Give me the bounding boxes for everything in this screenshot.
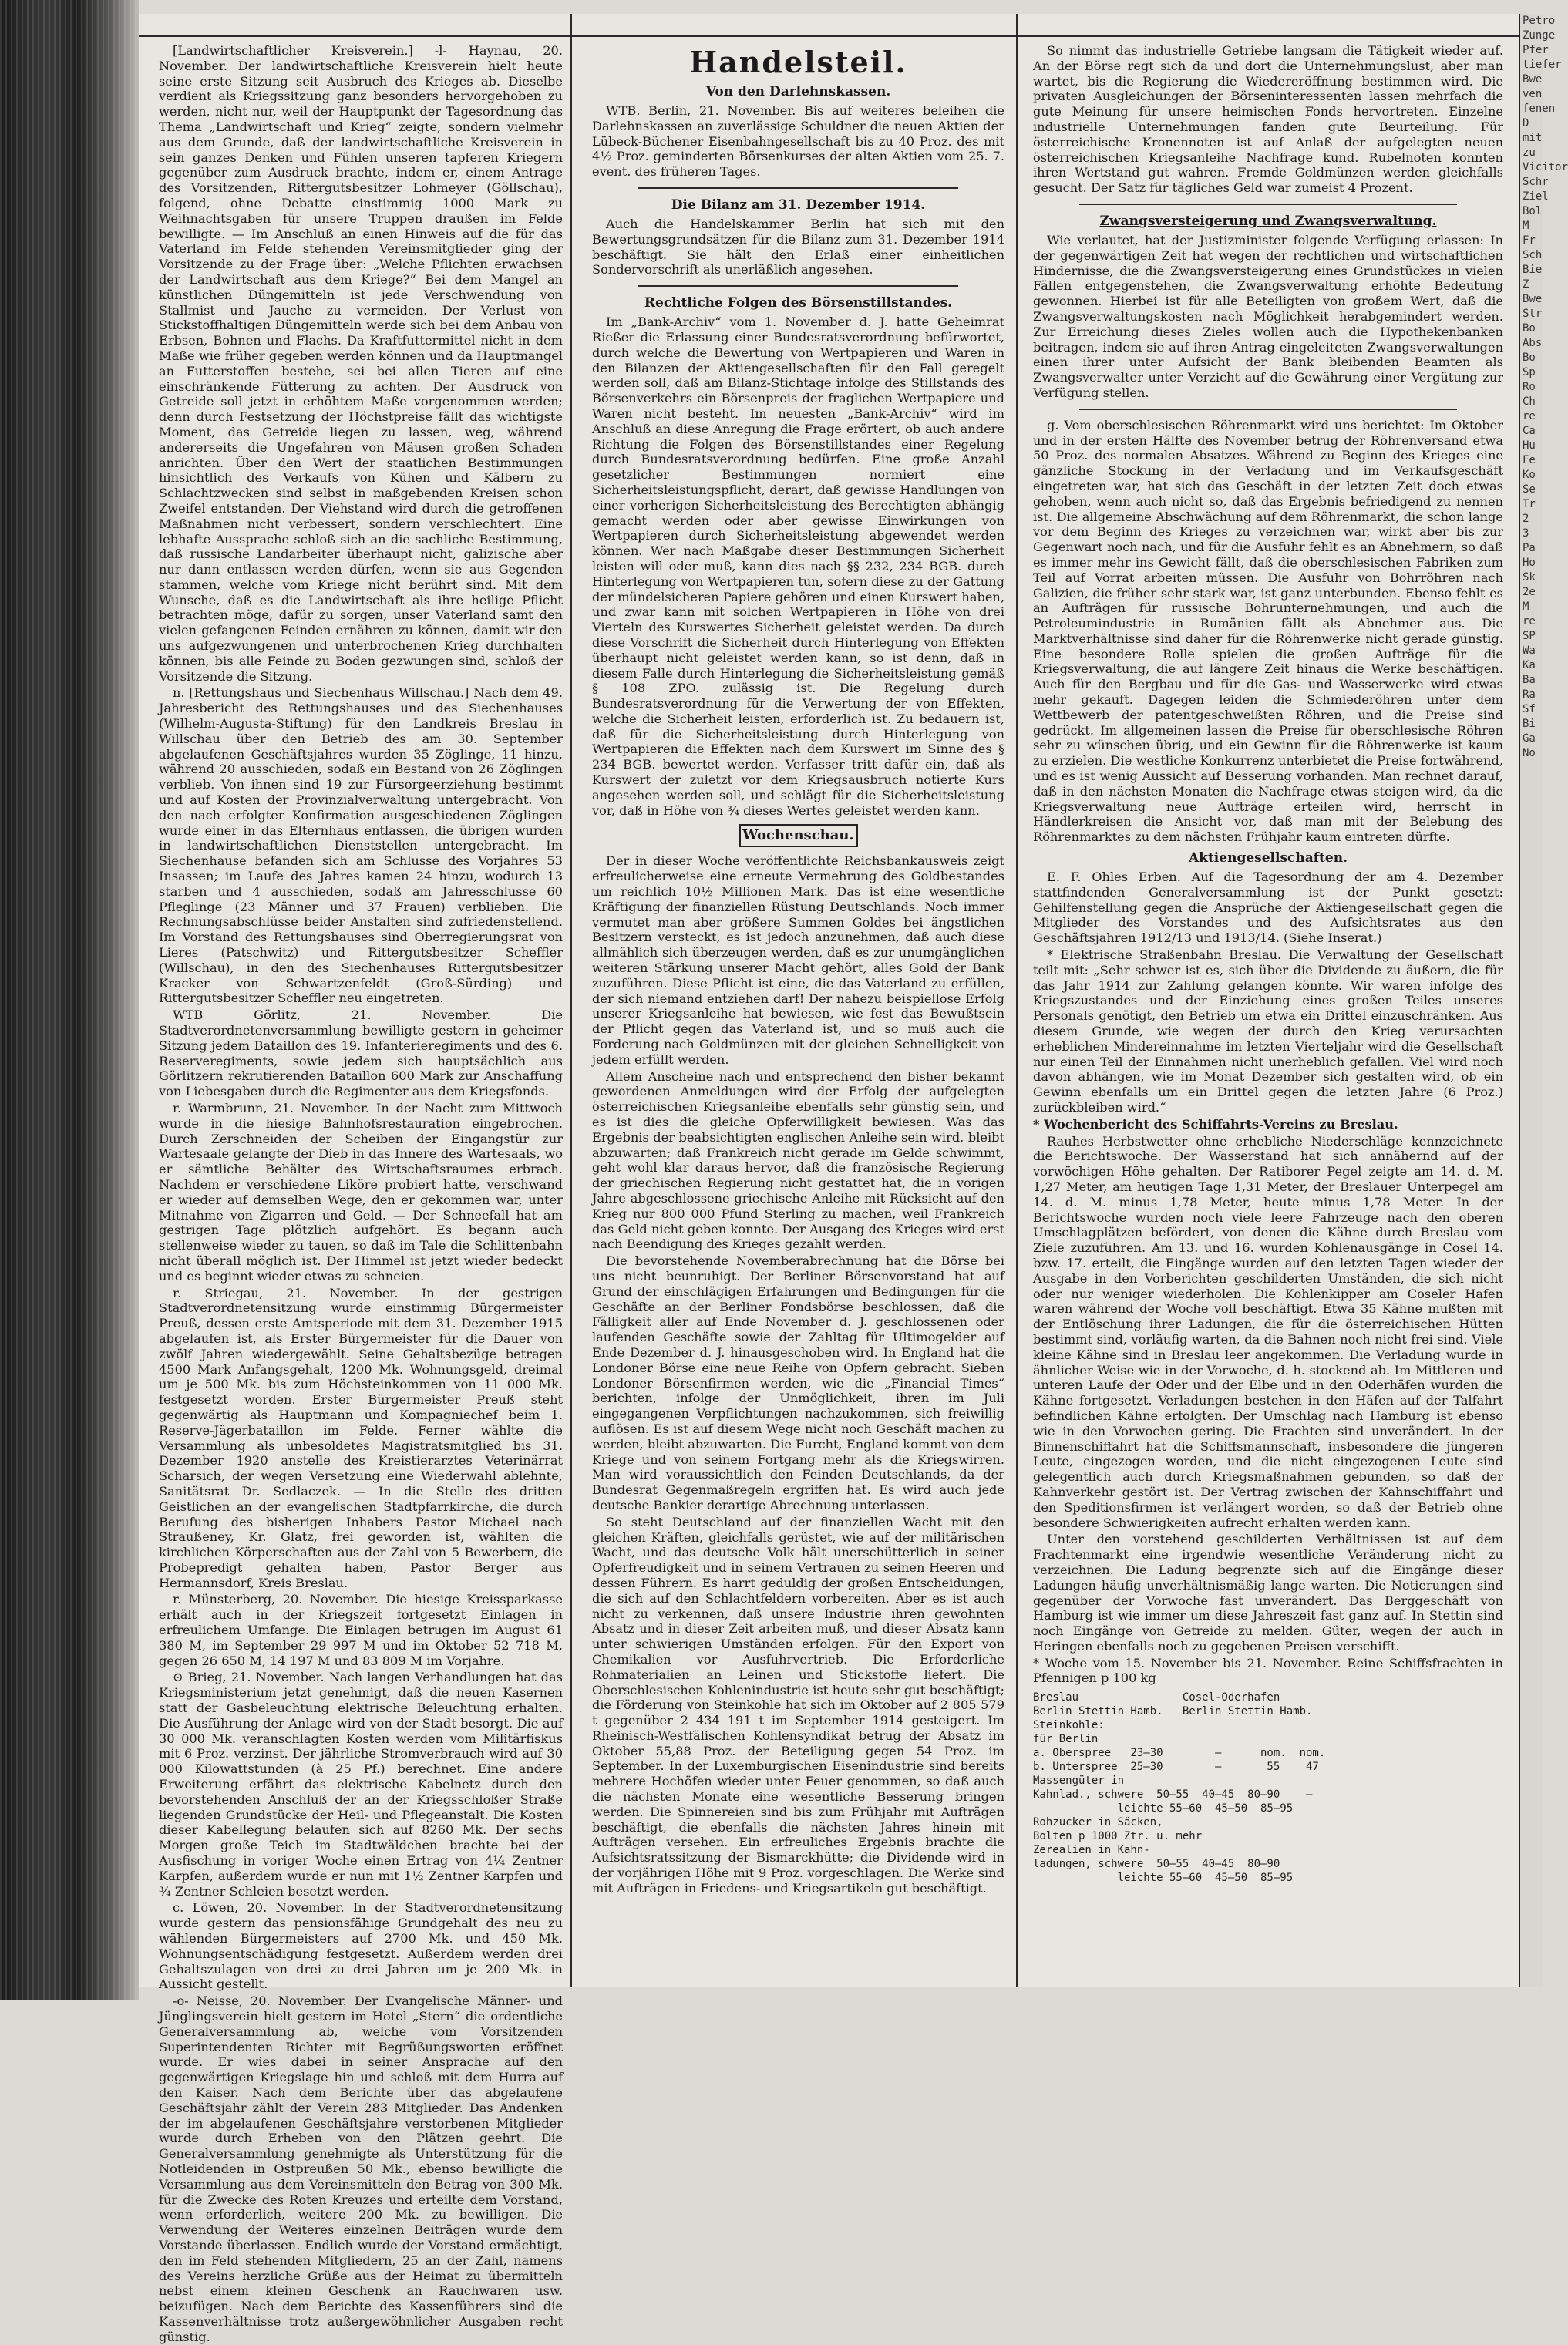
article-paragraph: E. F. Ohles Erben. Auf die Tagesordnung der am 4. Dezember stattfindenden Generalversammlung ist der Punkt gesetzt: Gehilfenstellung gegen die Ansprüche der Aktiengesellschaft gegen die Mitglieder des Vorstandes und des Aufsichtsrates aus den Geschäftsjahren 1912/13 und 1913/14. (Siehe Inserat.) — [1033, 870, 1503, 946]
page-edge-fragment: Ra — [1523, 688, 1536, 701]
page-edge-fragment: tiefer — [1523, 59, 1562, 71]
page-edge-fragment: Ro — [1523, 381, 1536, 393]
page-edge-fragment: SP — [1523, 630, 1536, 642]
table-row: ladungen, schwere 50—55 40—45 80—90 — [1033, 1858, 1280, 1871]
page-edge-fragment: Pfer — [1523, 44, 1549, 56]
separator — [1079, 204, 1457, 205]
article-heading: Zwangsversteigerung und Zwangsverwaltung. — [1099, 213, 1437, 229]
article-paragraph: c. Löwen, 20. November. In der Stadtverordnetensitzung wurde gestern das pensionsfähige Grundgehalt des neu zu wählenden Bürgermeisters auf 2700 Mk. und 450 Mk. Wohnungsentschädigung festgesetzt. Außerdem werden drei Gehaltszulagen von drei zu drei Jahren um je 200 Mk. in Aussicht gestellt. — [159, 1900, 563, 1992]
page-edge-fragment: Str — [1523, 308, 1543, 320]
table-header: Breslau Cosel-Oderhafen — [1033, 1691, 1280, 1704]
table-row: b. Unterspree 25—30 — 55 47 — [1033, 1761, 1319, 1774]
page-edge-fragment: 3 — [1523, 527, 1529, 540]
page-edge-fragment: Bwe — [1523, 73, 1543, 86]
article-paragraph: * Elektrische Straßenbahn Breslau. Die Verwaltung der Gesellschaft teilt mit: „Sehr schwer ist es, sich über die Dividende zu äußern, die für das Jahr 1914 zur Zahlung gelangen könnte. Wir waren infolge des Kriegszustandes und der Einziehung eines großen Teiles unseres Personals genötigt, den Betrieb um etwa ein Drittel einzuschränken. Aus diesem Grunde, wie wegen der durch den Krieg verursachten erheblichen Mindereinnahme im letzten Vierteljahr wird die Gesellschaft nur einen Teil der Einnahmen nicht unerheblich gefallen. Viel wird noch davon abhängen, wie im Monat Dezember sich gestalten wird, ob ein Gewinn ebenfalls um ein Drittel gegen die letzten Jahre (6 Proz.) zurückbleiben wird.“ — [1033, 947, 1503, 1115]
adjacent-page-edge — [1519, 14, 1568, 1987]
page-edge-fragment: Ko — [1523, 469, 1536, 481]
table-row: Rohzucker in Säcken, — [1033, 1816, 1163, 1829]
page-edge-fragment: Sp — [1523, 366, 1536, 378]
page-edge-fragment: re — [1523, 410, 1536, 422]
article-heading: Von den Darlehnskassen. — [705, 84, 891, 99]
page-edge-fragment: Wa — [1523, 644, 1536, 657]
page-edge-fragment: re — [1523, 615, 1536, 627]
page-edge-fragment: Ch — [1523, 395, 1536, 408]
article-paragraph: r. Striegau, 21. November. In der gestrigen Stadtverordnetensitzung wurde einstimmig Bürgermeister Preuß, dessen erste Amtsperiode mit dem 31. Dezember 1915 abgelaufen ist, als Erster Bürgermeister für die Dauer von zwölf Jahren wiedergewählt. Seine Gehaltsbezüge betragen 4500 Mark Anfangsgehalt, 1200 Mk. Wohnungsgeld, dreimal um je 500 Mk. bis zum Höchsteinkommen von 11 000 Mk. festgesetzt worden. Erster Bürgermeister Preuß steht gegenwärtig als Hauptmann und Kompagniechef beim 1. Reserve-Jägerbataillon im Felde. Ferner wählte die Versammlung als unbesoldetes Magistratsmitglied bis 31. Dezember 1920 anstelle des Kreistierarztes Veterinärrat Scharsich, der wegen Versetzung eine Wiederwahl ablehnte, Sanitätsrat Dr. Sedlaczek. — In die Stelle des dritten Geistlichen an der evangelischen Stadtpfarrkirche, die durch Berufung des bisherigen Inhabers Pastor Michael nach Straußeney, Kr. Glatz, frei geworden ist, wählten die kirchlichen Körperschaften aus der Zahl von 5 Bewerbern, die Probepredigt gehalten haben, Pastor Berger aus Hermannsdorf, Kreis Breslau. — [159, 1285, 563, 1590]
page-edge-fragment: Tr — [1523, 498, 1536, 510]
article-paragraph: Rauhes Herbstwetter ohne erhebliche Niederschläge kennzeichnete die Berichtswoche. Der Wasserstand hat sich annähernd auf der vorwöchigen Höhe gehalten. Der Ratiborer Pegel zeigte am 14. d. M. 1,27 Meter, am heutigen Tage 1,31 Meter, der Breslauer Unterpegel am 14. d. M. minus 1,78 Meter, heute minus 1,78 Meter. In der Berichtswoche wurden noch viele leere Fahrzeuge nach den oberen Umschlagplätzen befördert, von denen die Kähne durch Breslau vom Ziele zuzuführen. Am 13. und 16. wurden Kohlenausgänge in Cosel 14. bzw. 17. erteilt, die Eingänge wurden auf den letzten Tagen wieder der Ausgabe in den Vorberichten geschilderten Umständen, die sich nicht oder nur weniger wiederholen. Die Kohlenkipper am Coseler Hafen waren während der Woche voll beschäftigt. Etwa 35 Kähne mußten mit der Entlöschung ihrer Ladungen, die für die österreichischen Hütten bestimmt sind, vorläufig warten, da die Bahnen noch nicht frei sind. Viele kleine Kähne sind in Breslau leer angekommen. Die Verladung wurde in ähnlicher Weise wie in der Vorwoche, d. h. stockend ab. Im Mittleren und unteren Laufe der Oder und der Elbe und in den Oderhäfen wurden die Kähne fortgesetzt. Verladungen bestehen in den Häfen auf der Talfahrt befindlichen Kähne erfolgten. Der Umschlag nach Hamburg ist ebenso wie in den Vorwochen gering. Die Frachten sind unverändert. In der Binnenschiffahrt hat die Schiffsmannschaft, insbesondere die jüngeren Leute, eingezogen worden, und die nicht eingezogenen Leute sind gelegentlich auch durch Kriegsmaßnahmen gebunden, so daß der Kahnverkehr gestört ist. Der Vertrag zwischen der Kahnschiffahrt und den Speditionsfirmen ist verlängert worden, so daß der Betrieb ohne besondere Schwierigkeiten aufrecht erhalten werden kann. — [1033, 1133, 1503, 1530]
page-edge-fragment: Bie — [1523, 264, 1543, 276]
page-edge-fragment: Schr — [1523, 176, 1549, 188]
separator — [638, 187, 958, 189]
article-heading: Die Bilanz am 31. Dezember 1914. — [671, 197, 926, 213]
article-paragraph: So nimmt das industrielle Getriebe langsam die Tätigkeit wieder auf. An der Börse regt sich da und dort die Unternehmungslust, aber man wartet, bis die Regierung die Wiedereröffnung bestimmen wird. Die privaten Ausgleichungen der Börseninteressenten lassen mehrfach die gute Meinung für unsere heimischen Fonds hervortreten. Einzelne industrielle Unternehmungen fanden gute Beurteilung. Für österreichische Kronennoten ist auf Anlaß der aufgelegten neuen österreichischen Kriegsanleihe Nachfrage kund. Rubelnoten konnten ihren Wertstand gut wahren. Fremde Goldmünzen werden gleichfalls gesucht. Der Satz für tägliches Geld war zumeist 4 Prozent. — [1033, 43, 1503, 196]
page-edge-fragment: Vicitor — [1523, 161, 1568, 173]
table-row: leichte 55—60 45—50 85—95 — [1033, 1802, 1294, 1815]
article-paragraph: WTB. Berlin, 21. November. Bis auf weiteres beleihen die Darlehnskassen an zuverlässige Schuldner die neuen Aktien der Lübeck-Büchener Eisenbahngesellschaft bis zu 40 Proz. des mit 4½ Proz. geminderten Börsenkurses der alten Aktien vom 25. 7. event. des früheren Tages. — [592, 103, 1004, 180]
separator — [638, 285, 958, 287]
article-paragraph: So steht Deutschland auf der finanziellen Wacht mit den gleichen Kräften, gleichfalls gerüstet, wie auf der militärischen Wacht, und das deutsche Volk hält unerschütterlich in seiner Opferfreudigkeit und in seinem Vertrauen zu seinen Heeren und dessen Führern. Es harrt geduldig der großen Entscheidungen, die sich auf den Schlachtfeldern vorbereiten. Aber es ist auch nicht zu verkennen, daß unsere Industrie ihren gewohnten Absatz und in dieser Zeit arbeiten muß, und dieser Absatz kann unter schwierigen Umständen erfolgen. Für den Export von Chemikalien vor Ausfuhrvertrieb. Die Erforderliche Rohmaterialien an Leinen und Stickstoffe liefert. Die Oberschlesischen Kohlenindustrie ist heute sehr gut beschäftigt; die Förderung von Steinkohle hat sich im Oktober auf 2 805 579 t gegenüber 2 434 191 t im September 1914 gesteigert. Im Rheinisch-Westfälischen Kohlensyndikat betrug der Absatz im Oktober 55,88 Proz. der Beteiligung gegen 54 Proz. im September. In der Luxemburgischen Eisenindustrie sind bereits mehrere Hochöfen wieder unter Feuer genommen, so daß auch die nächsten Monate eine wesentliche Besserung bringen werden. Die Spinnereien sind bis zum Frühjahr mit Aufträgen beschäftigt, die ebenfalls die nächsten Jahres hinein mit Aufträgen versehen. Ein erfreuliches Ergebnis brachte die Aufsichtsratssitzung der Bismarckhütte; die Dividende wird in der vorjährigen Höhe mit 9 Proz. vorgeschlagen. Die Werke sind mit Aufträgen in Friedens- und Kriegsartikeln gut beschäftigt. — [592, 1514, 1004, 1896]
article-paragraph: -o- Neisse, 20. November. Der Evangelische Männer- und Jünglingsverein hielt gestern im Hotel „Stern“ die ordentliche Generalversammlung ab, welche vom Vorsitzenden Superintendenten Richter mit Begrüßungsworten eröffnet wurde. Er wies dabei in seiner Ansprache auf den gegenwärtigen Kriegslage hin und schloß mit dem Hurra auf den Kaiser. Nach dem Berichte über das abgelaufene Geschäftsjahr zählt der Verein 283 Mitglieder. Das Andenken der im abgelaufenen Geschäftsjahre verstorbenen Mitglieder wurde durch Erheben von den Plätzen geehrt. Die Generalversammlung genehmigte als Unterstützung für die Notleidenden in Ostpreußen 50 Mk., ebenso bewilligte die Versammlung aus dem Vereinsmitteln den Betrag von 300 Mk. für die Zwecke des Roten Kreuzes und erteilte dem Vorstand, wenn erforderlich, weitere 200 Mk. zu bewilligen. Die Verwendung der Weiteres einzelnen Beiträgen wurde dem Vorstande überlassen. Endlich wurde der Vorstand ermächtigt, den im Feld stehenden Mitgliedern, 25 an der Zahl, namens des Vereins herzliche Grüße aus der Heimat zu übermitteln nebst einem kleinen Geschenk an Rauchwaren usw. beizufügen. Nach dem Berichte des Kassenführers sind die Kassenverhältnisse trotz außergewöhnlicher Ausgaben recht günstig. — [159, 1993, 563, 2344]
page-edge-fragment: Bo — [1523, 352, 1536, 364]
page-edge-fragment: ven — [1523, 88, 1543, 100]
page-edge-fragment: Sk — [1523, 571, 1536, 584]
article-paragraph: r. Warmbrunn, 21. November. In der Nacht zum Mittwoch wurde in die hiesige Bahnhofsrestauration eingebrochen. Durch Zerschneiden der Scheiben der Eingangstür zur Wartesaale gelangte der Dieb in das Innere des Wartesaals, wo er sämtliche Behälter des Wirtschaftsraumes erbrach. Nachdem er verschiedene Liköre probiert hatte, verschwand er wieder auf demselben Wege, den er gekommen war, unter Mitnahme von Zigarren und Geld. — Der Schneefall hat am gestrigen Tage plötzlich aufgehört. Es begann auch stellenweise wieder zu tauen, so daß im Tale die Schlittenbahn nicht überall möglich ist. Der Himmel ist jetzt wieder bedeckt und es beginnt wieder etwas zu schneien. — [159, 1100, 563, 1284]
article-paragraph: Allem Anscheine nach und entsprechend den bisher bekannt gewordenen Anmeldungen wird der Erfolg der aufgelegten österreichischen Kriegsanleihe ebenfalls sehr günstig sein, und es ist dies die gleiche Opferwilligkeit bewiesen. Was das Ergebnis der beabsichtigten englischen Anleihe sein wird, bleibt abzuwarten; daß Frankreich nicht gerade im Gelde schwimmt, geht wohl klar daraus hervor, daß die französische Regierung der griechischen Regierung nicht gestattet hat, die in vorigen Jahre abgeschlossene griechische Anleihe mit Rücksicht auf den Krieg nur 800 000 Pfund Sterling zu machen, weil Frankreich das Geld nicht geben konnte. Der Ausgang des Krieges wird erst nach Beendigung des Krieges gezahlt werden. — [592, 1068, 1004, 1252]
section-title: Handelsteil. — [689, 45, 907, 79]
page-edge-fragment: mit — [1523, 132, 1543, 144]
column-local-news — [159, 43, 563, 2344]
page-edge-fragment: Ca — [1523, 425, 1536, 437]
table-row: Steinkohle: — [1033, 1719, 1105, 1732]
column-commerce — [592, 43, 1004, 1940]
column-rule-right — [1016, 14, 1018, 1987]
table-row: a. Oberspree 23—30 — nom. nom. — [1033, 1747, 1326, 1760]
page-edge-fragment: Sch — [1523, 249, 1543, 261]
page-edge-fragment: Bwe — [1523, 293, 1543, 305]
page-edge-fragment: Ho — [1523, 557, 1536, 569]
page-edge-fragment: Hu — [1523, 439, 1536, 452]
page-edge-fragment: 2 — [1523, 513, 1529, 525]
article-paragraph: WTB Görlitz, 21. November. Die Stadtverordnetenversammlung bewilligte gestern in geheimer Sitzung jedem Bataillon des 19. Infanterieregiments und des 6. Reserveregiments, sowie jedem sich hauptsächlich aus Görlitzern rekrutierenden Bataillon 600 Mark zur Anschaffung von Liebesgaben durch die Regimenter aus dem Kriegsfonds. — [159, 1008, 563, 1099]
table-row: Kahnlad., schwere 50—55 40—45 80—90 — — [1033, 1788, 1313, 1802]
column-markets — [1033, 43, 1503, 1940]
article-paragraph: [Landwirtschaftlicher Kreisverein.] -l- Haynau, 20. November. Der landwirtschaftliche Kreisverein hielt heute seine erste Sitzung seit Ausbruch des Krieges ab. Dieselbe verdient als Kriegssitzung ganz besonders hervorgehoben zu werden, nicht nur, weil der Hauptpunkt der Tagesordnung das Thema „Landwirtschaft und Krieg“ zeigte, sondern vielmehr aus dem Grunde, daß der landwirtschaftliche Kreisverein in sein ganzes Denken und Fühlen unseren tapferen Kriegern gegenüber zum Ausdruck brachte, indem er, einem Antrage des Vorsitzenden, Rittergutsbesitzer Lohmeyer (Göllschau), folgend, ohne Debatte einstimmig 1000 Mark zu Weihnachtsgaben für unsere Truppen draußen im Felde bewilligte. — Im Anschluß an einen Hinweis auf die für das Vaterland im Felde stehenden Vereinsmitglieder ging der Vorsitzende zu der Frage über: „Welche Pflichten erwachsen der Landwirtschaft aus dem Kriege?“ Bei dem Mangel an künstlichen Düngemitteln ist jede Verschwendung von Stallmist und Jauche zu vermeiden. Der Verlust von Stickstoffhaltigen Düngemitteln werde sich bei dem Anbau von Erbsen, Bohnen und Flachs. Da Kraftfuttermittel nicht in dem Maße wie früher gegeben werden können und da Hauptmangel an Futterstoffen bestehe, sei bei allen Tieren auf eine einschränkende Fütterung zu achten. Der Ausdruck von Getreide soll jetzt in erhöhtem Maße vorgenommen werden; denn durch Festsetzung der Höchstpreise fällt das wichtigste Moment, das Getreide liegen zu lassen, weg, während andererseits die Ungefahren von Mäusen großen Schaden anrichten. Über den Wert der staatlichen Bestimmungen hinsichtlich des Verkaufs von Kühen und Kälbern zu Schlachtzwecken sind selbst in maßgebenden Kreisen schon Zweifel entstanden. Der Viehstand wird durch die getroffenen Maßnahmen nicht verbessert, sondern verschlechtert. Eine lebhafte Aussprache schloß sich an die sachliche Bestimmung, daß russische Landarbeiter überhaupt nicht, galizische aber nur dann entlassen werden dürfen, wenn sie aus Gegenden stammen, welche vom Kriege nicht berührt sind. Mit dem Wunsche, daß es die Landwirtschaft als ihre heilige Pflicht betrachten möge, dafür zu sorgen, unser Vaterland samt den vielen gefangenen Feinden ernähren zu können, damit wir den uns aufgezwungenen und unterbrochenen Krieg durchhalten können, bis alle Feinde zu Boden gezwungen sind, schloß der Vorsitzende die Sitzung. — [159, 43, 563, 684]
freight-rates-table — [1033, 1691, 1503, 1885]
table-row: Zerealien in Kahn- — [1033, 1844, 1150, 1857]
article-paragraph: r. Münsterberg, 20. November. Die hiesige Kreissparkasse erhält auch in der Kriegszeit fortgesetzt Einlagen in erfreulichem Umfange. Die Einlagen betrugen im August 61 380 M, im September 29 997 M und im Oktober 52 718 M, gegen 26 650 M, 14 197 M und 83 809 M im Vorjahre. — [159, 1592, 563, 1668]
page-edge-fragment: Fr — [1523, 234, 1536, 247]
separator — [1079, 409, 1457, 410]
page-edge-fragment: Ga — [1523, 732, 1536, 745]
article-paragraph: ⊙ Brieg, 21. November. Nach langen Verhandlungen hat das Kriegsministerium jetzt genehmigt, daß die neuen Kasernen statt der Gasbeleuchtung elektrische Beleuchtung erhalten. Die Ausführung der Anlage wird von der Stadt besorgt. Die auf 30 000 Mk. veranschlagten Kosten werden vom Militärfiskus mit 6 Proz. verzinst. Der jährliche Stromverbrauch wird auf 30 000 Kilowattstunden (à 25 Pf.) berechnet. Eine andere Erweiterung erfährt das elektrische Kabelnetz durch den bevorstehenden Anschluß der an der Kriegsschloßer Straße liegenden Grundstücke der Heil- und Pflegeanstalt. Die Kosten dieser Kabellegung belaufen sich auf 8260 Mk. Der sechs Morgen große Teich im Stadtwäldchen brachte bei der Ausfischung in voriger Woche einen Ertrag von 4¼ Zentner Karpfen, außerdem wurde er nun mit 1½ Zentner Karpfen und ¾ Zentner Schleien besetzt werden. — [159, 1670, 563, 1899]
page-edge-fragment: Fe — [1523, 454, 1536, 466]
column-rule-left — [570, 14, 572, 1987]
article-paragraph: Unter den vorstehend geschilderten Verhältnissen ist auf dem Frachtenmarkt eine irgendwie wesentliche Veränderung nicht zu verzeichnen. Die Ladung begrenzte sich auf die Eingänge dieser Ladungen häufig unverhältnismäßig lange warten. Die Notierungen sind gegenüber der Vorwoche fast unverändert. Das Berggeschäft von Hamburg ist wie immer um diese Jahreszeit fast ganz auf. In Stettin sind noch Eingänge von Getreide zu melden. Güter, wegen der auch in Heringen ebenfalls noch zu gegebenen Preisen verschifft. — [1033, 1532, 1503, 1654]
article-heading-inline: * Wochenbericht des Schiffahrts-Vereins zu Breslau. — [1033, 1116, 1398, 1132]
article-heading: Aktiengesellschaften. — [1188, 850, 1348, 866]
page-edge-fragment: Bi — [1523, 718, 1536, 730]
article-paragraph: Der in dieser Woche veröffentlichte Reichsbankausweis zeigt erfreulicherweise eine erneute Vermehrung des Goldbestandes um reichlich 10½ Millionen Mark. Das ist eine wesentliche Kräftigung der finanziellen Rüstung Deutschlands. Noch immer vermutet man aber größere Summen Goldes bei ängstlichen Besitzern versteckt, es ist jedoch anzunehmen, daß auch diese allmählich sich überzeugen werden, daß es zur unumgänglichen weiteren Stärkung unserer Macht gehört, alles Gold der Bank zuzuführen. Diese Pflicht ist eine, die das Vaterland zu erfüllen, der sich niemand entziehen darf! Der nahezu beispiellose Erfolg unserer Kriegsanleihe hat bewiesen, wie fest das Bewußtsein der Pflicht gegen das Vaterland ist, und so muß auch die Forderung nach Goldmünzen mit der gleichen Schnelligkeit von jedem erfüllt werden. — [592, 853, 1004, 1067]
article-paragraph: Die bevorstehende Novemberabrechnung hat die Börse bei uns nicht beunruhigt. Der Berliner Börsenvorstand hat auf Grund der einschlägigen Erfahrungen und Bedingungen für die Geschäfte an der Berliner Fondsbörse beschlossen, daß die Fälligkeit aller auf Ende November d. J. geschlossenen oder laufenden Geschäfte sowie der Zahltag für Ultimogelder auf Ende Dezember d. J. hinausgeschoben wird. In England hat die Londoner Börse eine neue Reihe von Opfern gebracht. Sieben Londoner Börsenfirmen werden, wie die „Financial Times“ berichten, infolge der Unmöglichkeit, ihren im Juli eingegangenen Verpflichtungen nachzukommen, sich freiwillig auflösen. Es ist auf diesem Wege nicht noch Geschäft machen zu werden, bleibt abzuwarten. Die Furcht, England kommt von dem Kriege und von seinem Fortgang mehr als die Kriegswirren. Man wird voraussichtlich den Feinden Deutschlands, da der Bundesrat Gegenmaßregeln ergriffen hat. Es wird auch jede deutsche Bankier derartige Abrechnung unterlassen. — [592, 1253, 1004, 1512]
page-edge-fragment: M — [1523, 601, 1529, 613]
article-paragraph: Wie verlautet, hat der Justizminister folgende Verfügung erlassen: In der gegenwärtigen Zeit hat wegen der rechtlichen und wirtschaftlichen Hindernisse, die die Zwangsversteigerung eines Grundstückes in vielen Fällen entgegenstehen, die Zwangsverwaltung erhöhte Bedeutung gewonnen. Hierbei ist für alle Beteiligten von großem Wert, daß die Zwangsverwaltungskosten nach Möglichkeit herabgemindert werden. Zur Erreichung dieses Zieles wollen auch die Hypothekenbanken beitragen, indem sie auf ihren Antrag eingeleiteten Zwangsverwaltungen einen ihrer unter Aufsicht der Bank bleibenden Beamten als Zwangsverwalter unter Verzicht auf die Gewährung einer Vergütung zur Verfügung stellen. — [1033, 232, 1503, 400]
article-paragraph: Im „Bank-Archiv“ vom 1. November d. J. hatte Geheimrat Rießer die Erlassung einer Bundesratsverordnung befürwortet, durch welche die Bewertung von Wertpapieren und Waren in den Bilanzen der Aktiengesellschaften für den Fall geregelt werden soll, daß am Bilanz-Stichtage infolge des Stillstands des Börsenverkehrs ein Börsenpreis der fraglichen Wertpapiere und Waren nicht besteht. Im neuesten „Bank-Archiv“ wird im Anschluß an diese Anregung die Frage erörtert, ob auch andere Richtung die Folgen des Börsenstillstandes einer Regelung durch Bundesratsverordnung bedürfen. Eine große Anzahl gesetzlicher Bestimmungen normiert eine Sicherheitsleistungspflicht, derart, daß gewisse Handlungen von einer vorherigen Sicherheitsleistung des Berechtigten abhängig gemacht werden oder aber gewisse Einwirkungen von Wertpapieren durch Sicherheitsleistung abgewendet werden können. Wer nach Maßgabe dieser Bestimmungen Sicherheit leisten will oder muß, kann dies nach §§ 232, 234 BGB. durch Hinterlegung von Wertpapieren tun, sofern diese zu der Gattung der mündelsicheren Papiere gehören und einen Kurswert haben, und zwar kann mit solchen Wertpapieren in Höhe von drei Vierteln des Kurswertes Sicherheit geleistet werden. Da durch diese Vorschrift die Sicherheit durch Hinterlegung von Effekten überhaupt nicht geleistet werden kann, so ist denn, daß in diesem Falle durch Hinterlegung die Sicherheitsleistung gemäß § 108 ZPO. zulässig ist. Die Regelung durch Bundesratsverordnung für die Verwertung der von Effekten, welche die Sicherheit leisten, erforderlich ist. Zu bedauern ist, daß für die Sicherheitsleistung durch Hinterlegung von Wertpapieren die Effekten nach dem Kurswert im Sinne des § 234 BGB. bewertet werden. Verfasser tritt dafür ein, daß als Kurswert der zuletzt vor dem Kriegsausbruch notierte Kurs angesehen werden soll, und schlägt für die Sicherheitsleistung vor, daß in Höhe von ¾ dieses Wertes geleistet werden kann. — [592, 315, 1004, 818]
page-edge-fragment: Ka — [1523, 659, 1536, 671]
article-paragraph: g. Vom oberschlesischen Röhrenmarkt wird uns berichtet: Im Oktober und in der ersten Hälfte des November betrug der Röhrenversand etwa 50 Proz. des normalen Absatzes. Während zu Beginn des Krieges eine gänzliche Stockung in der Verladung und im Verkaufsgeschäft eingetreten war, hat sich das Geschäft in der letzten Zeit doch etwas gehoben, wenn auch nicht so, daß das Ergebnis befriedigend zu nennen ist. Die allgemeine Abschwächung auf dem Röhrenmarkt, die schon lange vor dem Beginn des Krieges zu verzeichnen war, wirkt aber bis zur Gegenwart noch nach, und für die Ausfuhr fehlt es an Abnehmern, so daß es immer mehr ins Gewicht fällt, daß die oberschlesischen Fabriken zum Teil auf Vorrat arbeiten müssen. Die Ausfuhr von Bohrröhren nach Galizien, die früher sehr stark war, ist ganz unterbunden. Ebenso fehlt es an Aufträgen für russische Bohrunternehmungen, und auch die Petroleumindustrie in Rumänien fällt als Abnehmer aus. Die Marktverhältnisse sind daher für die Röhrenwerke nicht gerade günstig. Eine besondere Rolle spielen die großen Aufträge für die Kriegsverwaltung, die auf längere Zeit hinaus die Werke beschäftigen. Auch für den Bergbau und für die Gas- und Wasserwerke wird etwas mehr gekauft. Dagegen leiden die Schmiederöhren unter dem Wettbewerb der patentgeschweißten Röhren, und die Preise sind gedrückt. Im allgemeinen lassen die Preise für oberschlesische Röhren sehr zu wünschen übrig, und ein Gewinn für die Röhrenwerke ist kaum zu erzielen. Die westliche Konkurrenz unterbietet die Preise fortwährend, und es ist wenig Aussicht auf Besserung vorhanden. Man rechnet darauf, daß in den nächsten Monaten die Nachfrage etwas steigen wird, da die Kriegsverwaltung neue Aufträge erteilen wird, herrscht in Händlerkreisen die Ansicht vor, daß man mit der Belebung des Röhrenmarktes zu dem nächsten Frühjahr kaum eintreten dürfte. — [1033, 417, 1503, 845]
page-edge-fragment: Abs — [1523, 337, 1543, 349]
table-row: Massengüter in — [1033, 1775, 1125, 1788]
page-edge-fragment: Zunge — [1523, 29, 1556, 42]
page-edge-fragment: Petro — [1523, 15, 1556, 27]
table-row: leichte 55—60 45—50 85—95 — [1033, 1872, 1294, 1885]
article-heading-boxed: Wochenschau. — [739, 824, 858, 847]
page-edge-fragment: zu — [1523, 146, 1536, 159]
table-row: für Berlin — [1033, 1733, 1099, 1746]
table-caption: * Woche vom 15. November bis 21. November. Reine Schiffsfrachten in Pfennigen p 100 kg — [1033, 1655, 1503, 1686]
page-edge-fragment: Pa — [1523, 542, 1536, 554]
page-edge-fragment: fenen — [1523, 103, 1556, 115]
page-edge-fragment: 2e — [1523, 586, 1536, 598]
article-paragraph: n. [Rettungshaus und Siechenhaus Willschau.] Nach dem 49. Jahresbericht des Rettungshauses und des Siechenhauses (Wilhelm-Augusta-Stiftung) für den Landkreis Breslau in Willschau über den Betrieb des am 30. September abgelaufenen Geschäftsjahres wurden 35 Zöglinge, 11 hinzu, während 20 ausschieden, sodaß ein Bestand von 26 Zöglingen verblieb. Von ihnen sind 19 zur Fürsorgeerziehung bestimmt und auf Kosten der Provinzialverwaltung untergebracht. Von den nach erfolgter Konfirmation ausgeschiedenen Zöglingen wurde einer in das Elternhaus entlassen, die übrigen wurden in landwirtschaftlichen Dienststellen untergebracht. Im Siechenhause befanden sich am Schlusse des Vorjahres 53 Insassen; im Laufe des Jahres kamen 24 hinzu, wodurch 13 starben und 4 ausschieden, sodaß am Jahresschlusse 60 Pfleglinge (23 Männer und 37 Frauen) verblieben. Die Rechnungsabschlüsse beider Anstalten sind zufriedenstellend. Im Vorstand des Rettungshauses sind Oberregierungsrat von Lieres (Patschwitz) und Rittergutsbesitzer Scheffler (Willschau), in den des Siechenhauses Rittergutsbesitzer Kracker von Schwartzenfeldt (Groß-Sürding) und Rittergutsbesitzer Scheffler neu eingetreten. — [159, 685, 563, 1006]
page-edge-fragment: D — [1523, 117, 1529, 130]
article-heading: Rechtliche Folgen des Börsenstillstandes. — [644, 295, 953, 311]
page-edge-fragment: Bol — [1523, 205, 1543, 217]
newspaper-page — [139, 14, 1519, 2344]
top-rule — [139, 35, 1519, 37]
page-edge-fragment: Sf — [1523, 703, 1536, 715]
page-edge-fragment: Z — [1523, 278, 1529, 291]
table-header: Berlin Stettin Hamb. Berlin Stettin Hamb. — [1033, 1705, 1313, 1718]
page-edge-fragment: Bo — [1523, 322, 1536, 335]
page-edge-fragment: Se — [1523, 483, 1536, 496]
page-edge-fragment: M — [1523, 220, 1529, 232]
table-row: Bolten p 1000 Ztr. u. mehr — [1033, 1830, 1203, 1843]
page-edge-fragment: Ba — [1523, 674, 1536, 686]
page-edge-fragment: No — [1523, 747, 1536, 759]
article-paragraph: Auch die Handelskammer Berlin hat sich mit den Bewertungsgrundsätzen für die Bilanz zum 31. Dezember 1914 beschäftigt. Sie hält den Erlaß einer einheitlichen Sondervorschrift als unerläßlich angesehen. — [592, 216, 1004, 278]
page-edge-fragment: Ziel — [1523, 190, 1549, 203]
book-binding-gutter — [0, 0, 139, 2000]
